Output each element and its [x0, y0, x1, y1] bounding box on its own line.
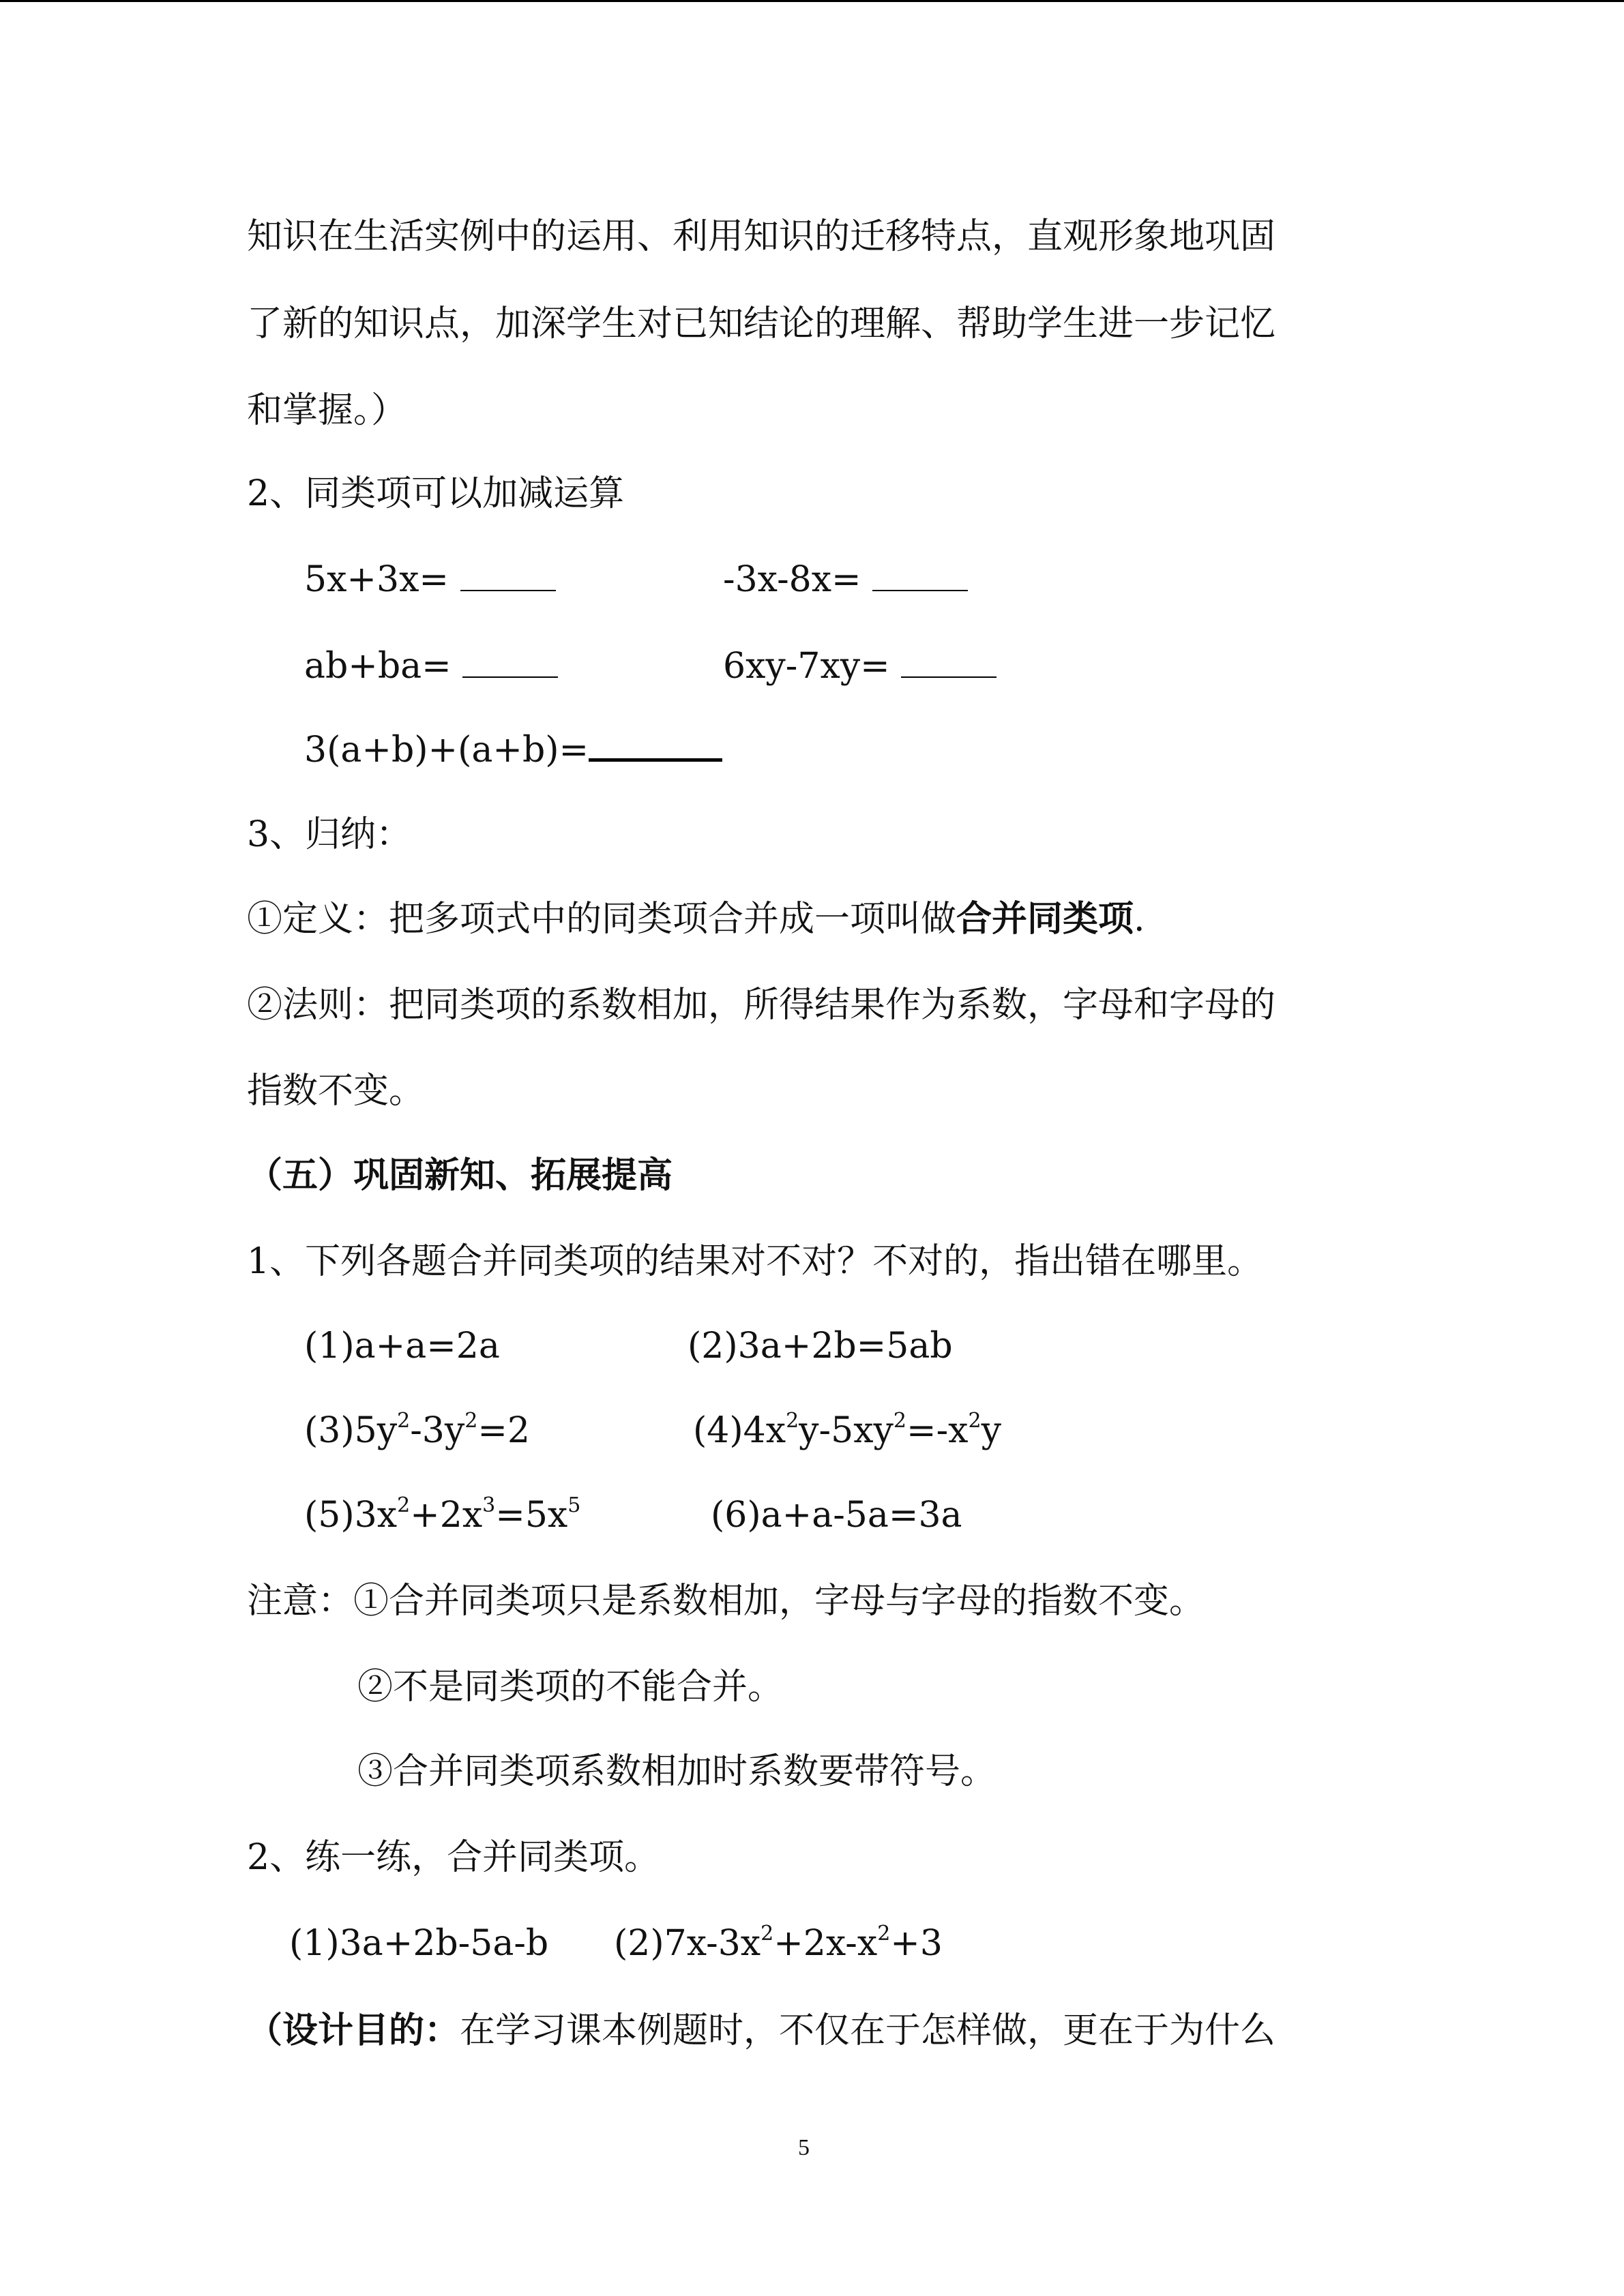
- q1-item-6: (6)a+a-5a=3a: [711, 1495, 962, 1536]
- calc-expr-1: 5x+3x=: [304, 559, 460, 600]
- rule-line-2: 指数不变。: [247, 1071, 425, 1112]
- note-line-2: ②不是同类项的不能合并。: [357, 1667, 784, 1708]
- design-purpose-label: （设计目的：: [247, 2010, 460, 2051]
- exponent: 3: [482, 1493, 496, 1517]
- exponent: 2: [397, 1409, 411, 1433]
- note-line-3: ③合并同类项系数相加时系数要带符号。: [357, 1751, 996, 1792]
- q2-item-2-part: +3: [890, 1923, 943, 1964]
- design-purpose-text: 在学习课本例题时，不仅在于怎样做，更在于为什么: [460, 2010, 1276, 2051]
- exponent: 2: [893, 1409, 906, 1433]
- q1-item-1: (1)a+a=2a: [304, 1326, 500, 1367]
- definition-term: 合并同类项: [956, 898, 1134, 940]
- q1-item-3-part: =2: [477, 1410, 530, 1451]
- calc-item-3: [304, 644, 558, 688]
- exponent: 2: [397, 1493, 411, 1517]
- q1-item-2: (2)3a+2b=5ab: [688, 1326, 953, 1367]
- calc-expr-3: ab+ba=: [304, 646, 463, 687]
- calc-item-4: [723, 644, 996, 688]
- calc-item-1: [304, 558, 556, 601]
- q1-item-5-part: =5x: [495, 1495, 568, 1536]
- q2-item-2-part: +2x-x: [773, 1923, 878, 1964]
- intro-line-2: 了新的知识点，加深学生对已知结论的理解、帮助学生进一步记忆: [247, 303, 1276, 344]
- q1-item-3-part: (3)5y: [304, 1410, 398, 1451]
- section2-heading: 2、同类项可以加减运算: [247, 473, 625, 514]
- exponent: 2: [968, 1409, 981, 1433]
- q2-item-2: [614, 1922, 943, 1965]
- calc-expr-5: 3(a+b)+(a+b)=: [304, 730, 589, 771]
- exponent: 2: [786, 1409, 799, 1433]
- note-line-1: 注意：①合并同类项只是系数相加，字母与字母的指数不变。: [247, 1581, 1205, 1622]
- exponent: 5: [567, 1493, 581, 1517]
- q1-item-5-part: (5)3x: [304, 1495, 398, 1536]
- answer-blank-3: [462, 672, 558, 678]
- q1-item-5: [304, 1493, 580, 1537]
- answer-blank-1: [460, 586, 556, 591]
- exponent: 2: [464, 1409, 478, 1433]
- q2-item-2-part: (2)7x-3x: [614, 1923, 761, 1964]
- exponent: 2: [877, 1922, 891, 1945]
- rule-line-1: ②法则：把同类项的系数相加，所得结果作为系数，字母和字母的: [247, 985, 1276, 1026]
- calc-expr-4: 6xy-7xy=: [723, 646, 902, 687]
- definition-suffix: .: [1134, 899, 1145, 940]
- q1-item-4: [693, 1409, 1001, 1452]
- q1-heading: 1、下列各题合并同类项的结果对不对？不对的，指出错在哪里。: [247, 1241, 1263, 1282]
- page-number: 5: [798, 2135, 810, 2160]
- q1-item-4-part: y: [981, 1410, 1001, 1451]
- design-purpose-line: [247, 2009, 1275, 2053]
- calc-item-2: [723, 558, 968, 601]
- calc-expr-2: -3x-8x=: [723, 559, 873, 600]
- q2-item-1: (1)3a+2b-5a-b: [289, 1923, 549, 1964]
- answer-blank-5: [589, 754, 722, 762]
- intro-line-1: 知识在生活实例中的运用、利用知识的迁移特点，直观形象地巩固: [247, 216, 1276, 257]
- definition-prefix: ①定义：把多项式中的同类项合并成一项叫做: [247, 899, 957, 940]
- q1-item-3: [304, 1409, 530, 1452]
- exponent: 2: [761, 1922, 774, 1945]
- q1-item-3-part: -3y: [410, 1410, 465, 1451]
- q2-heading: 2、练一练，合并同类项。: [247, 1837, 660, 1878]
- answer-blank-2: [872, 586, 968, 591]
- q1-item-5-part: +2x: [410, 1495, 483, 1536]
- section3-heading: 3、归纳：: [247, 814, 412, 855]
- part5-heading: （五）巩固新知、拓展提高: [247, 1154, 673, 1196]
- q1-item-4-part: =-x: [906, 1410, 969, 1451]
- calc-item-5: [304, 728, 722, 772]
- definition-line: [247, 897, 1145, 941]
- answer-blank-4: [901, 672, 996, 678]
- q1-item-4-part: y-5xy: [799, 1410, 894, 1451]
- page-top-border: [0, 0, 1624, 2]
- q1-item-4-part: (4)4x: [693, 1410, 786, 1451]
- intro-line-3: 和掌握。）: [247, 390, 407, 431]
